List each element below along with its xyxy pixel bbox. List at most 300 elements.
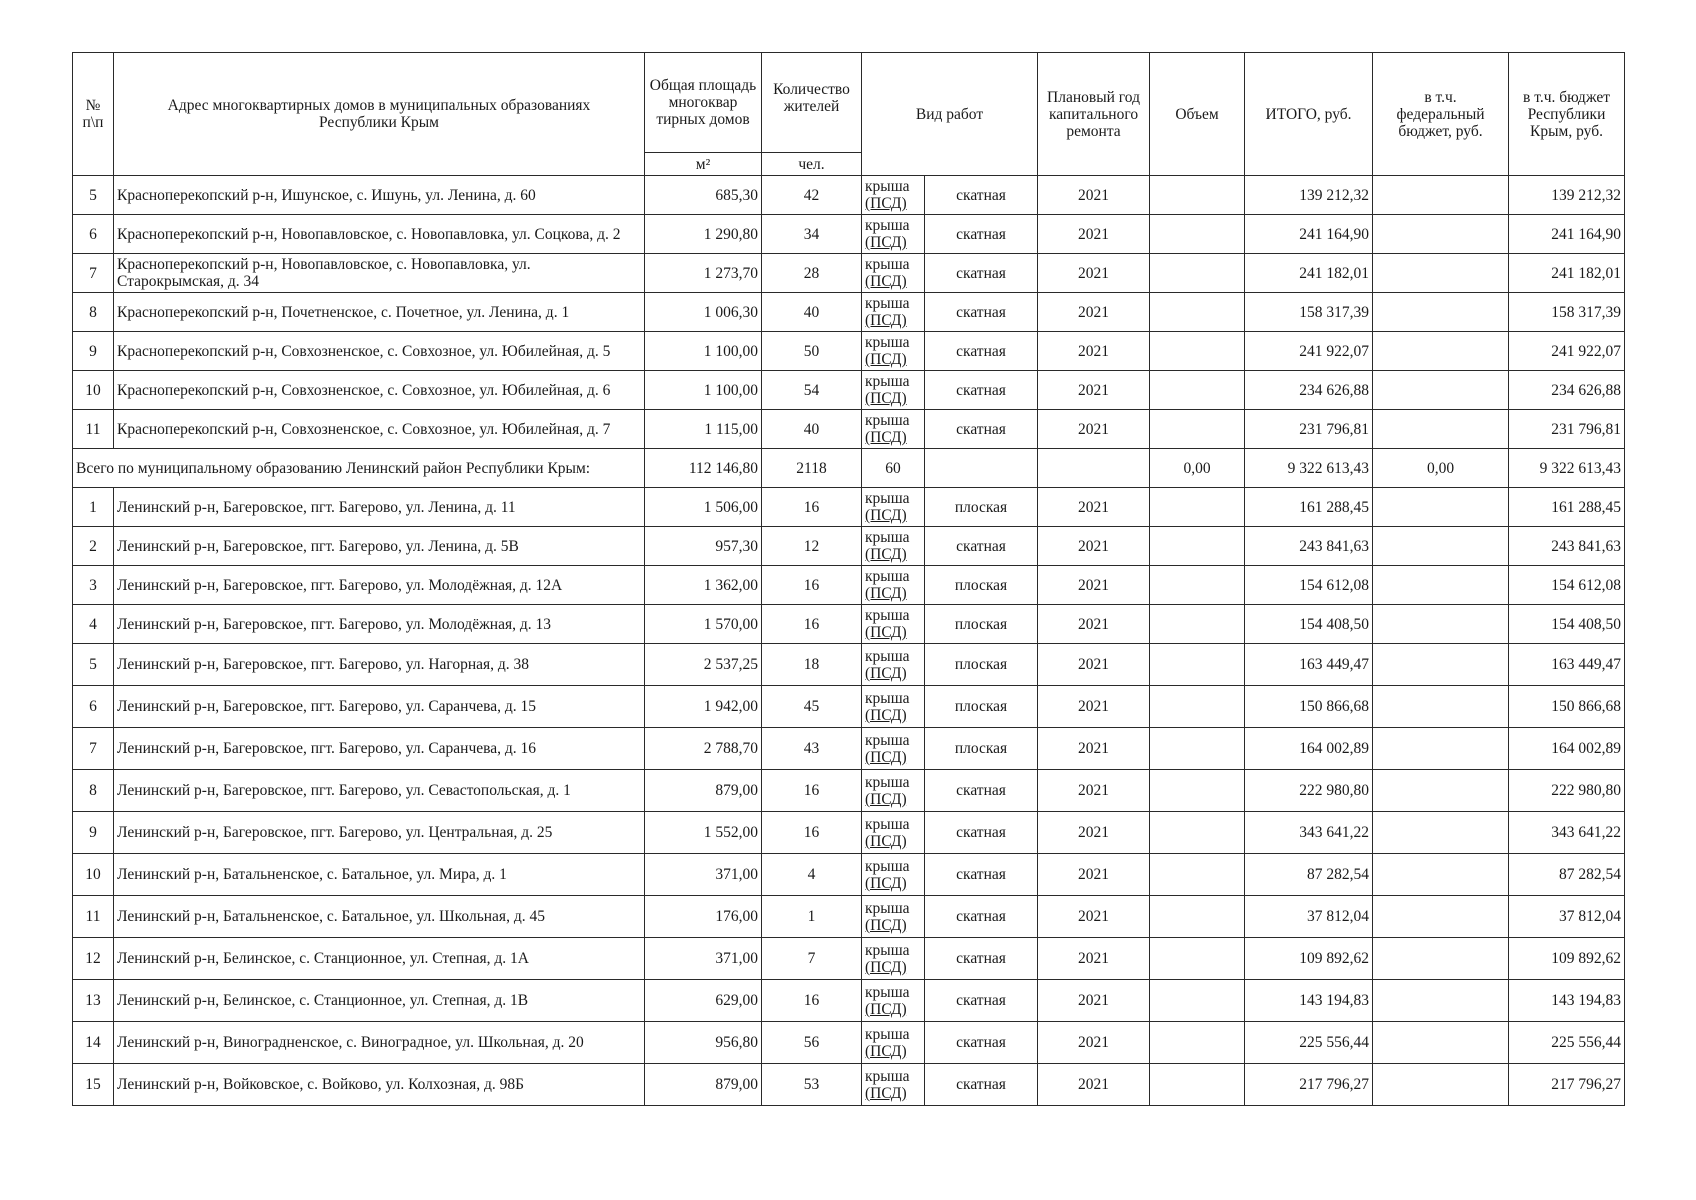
row-address: Ленинский р-н, Белинское, с. Станционное, ул. Степная, д. 1А xyxy=(114,938,645,980)
row-address: Ленинский р-н, Батальненское, с. Батальное, ул. Мира, д. 1 xyxy=(114,854,645,896)
row-year: 2021 xyxy=(1038,293,1150,332)
row-number: 6 xyxy=(73,215,114,254)
row-federal xyxy=(1373,812,1509,854)
row-republic: 241 922,07 xyxy=(1509,332,1625,371)
row-area: 1 006,30 xyxy=(645,293,762,332)
row-address: Красноперекопский р-н, Совхозненское, с. Совхозное, ул. Юбилейная, д. 5 xyxy=(114,332,645,371)
row-total: 154 408,50 xyxy=(1245,605,1373,644)
work-type-label: крыша xyxy=(865,373,910,390)
work-type-psd: (ПСД) xyxy=(865,273,907,290)
row-republic: 164 002,89 xyxy=(1509,728,1625,770)
row-republic: 37 812,04 xyxy=(1509,896,1625,938)
row-federal xyxy=(1373,980,1509,1022)
row-area: 2 537,25 xyxy=(645,644,762,686)
summary-year-empty xyxy=(1038,449,1150,488)
row-volume xyxy=(1150,332,1245,371)
work-type-label: крыша xyxy=(865,334,910,351)
work-type-psd: (ПСД) xyxy=(865,546,907,563)
row-work-type xyxy=(862,527,925,566)
row-number: 11 xyxy=(73,410,114,449)
row-number: 14 xyxy=(73,1022,114,1064)
row-residents: 16 xyxy=(762,566,862,605)
row-roof-type: скатная xyxy=(925,812,1038,854)
work-type-psd: (ПСД) xyxy=(865,664,907,682)
row-area: 629,00 xyxy=(645,980,762,1022)
row-address: Ленинский р-н, Багеровское, пгт. Багерово, ул. Центральная, д. 25 xyxy=(114,812,645,854)
row-year: 2021 xyxy=(1038,488,1150,527)
row-year: 2021 xyxy=(1038,1064,1150,1106)
row-year: 2021 xyxy=(1038,566,1150,605)
work-type-label: крыша xyxy=(865,1025,910,1043)
row-residents: 7 xyxy=(762,938,862,980)
row-number: 1 xyxy=(73,488,114,527)
row-address: Ленинский р-н, Багеровское, пгт. Багерово, ул. Ленина, д. 5В xyxy=(114,527,645,566)
row-address: Ленинский р-н, Виноградненское, с. Виноградное, ул. Школьная, д. 20 xyxy=(114,1022,645,1064)
row-total: 243 841,63 xyxy=(1245,527,1373,566)
row-area: 685,30 xyxy=(645,176,762,215)
row-federal xyxy=(1373,728,1509,770)
table-row xyxy=(73,938,1625,980)
work-type-psd: (ПСД) xyxy=(865,1084,907,1102)
table-body xyxy=(73,176,1625,1106)
table-row xyxy=(73,176,1625,215)
table-row xyxy=(73,488,1625,527)
table-row xyxy=(73,854,1625,896)
row-address: Ленинский р-н, Багеровское, пгт. Багерово, ул. Саранчева, д. 16 xyxy=(114,728,645,770)
row-federal xyxy=(1373,854,1509,896)
row-republic: 234 626,88 xyxy=(1509,371,1625,410)
work-type-label: крыша xyxy=(865,256,910,273)
row-residents: 34 xyxy=(762,215,862,254)
row-work-type xyxy=(862,1064,925,1106)
summary-area: 112 146,80 xyxy=(645,449,762,488)
work-type-label: крыша xyxy=(865,815,910,833)
row-number: 11 xyxy=(73,896,114,938)
row-area: 371,00 xyxy=(645,938,762,980)
row-volume xyxy=(1150,938,1245,980)
row-roof-type: скатная xyxy=(925,527,1038,566)
row-roof-type: скатная xyxy=(925,293,1038,332)
row-residents: 12 xyxy=(762,527,862,566)
row-number: 8 xyxy=(73,770,114,812)
row-residents: 18 xyxy=(762,644,862,686)
header-total: ИТОГО, руб. xyxy=(1245,53,1373,176)
row-number: 10 xyxy=(73,854,114,896)
row-year: 2021 xyxy=(1038,332,1150,371)
work-type-label: крыша xyxy=(865,568,910,585)
row-federal xyxy=(1373,410,1509,449)
row-work-type xyxy=(862,980,925,1022)
row-roof-type: скатная xyxy=(925,254,1038,293)
row-year: 2021 xyxy=(1038,644,1150,686)
row-address: Ленинский р-н, Багеровское, пгт. Багерово, ул. Нагорная, д. 38 xyxy=(114,644,645,686)
row-address: Красноперекопский р-н, Новопавловское, с. Новопавловка, ул. Соцкова, д. 2 xyxy=(114,215,645,254)
table-row xyxy=(73,605,1625,644)
row-work-type xyxy=(862,1022,925,1064)
table-row xyxy=(73,686,1625,728)
work-type-psd: (ПСД) xyxy=(865,1000,907,1018)
row-volume xyxy=(1150,980,1245,1022)
row-volume xyxy=(1150,176,1245,215)
row-number: 5 xyxy=(73,644,114,686)
row-federal xyxy=(1373,1022,1509,1064)
summary-row xyxy=(73,449,1625,488)
work-type-label: крыша xyxy=(865,941,910,959)
row-area: 956,80 xyxy=(645,1022,762,1064)
row-year: 2021 xyxy=(1038,812,1150,854)
row-work-type xyxy=(862,938,925,980)
table-row xyxy=(73,254,1625,293)
table-row xyxy=(73,896,1625,938)
row-roof-type: скатная xyxy=(925,980,1038,1022)
row-volume xyxy=(1150,488,1245,527)
row-work-type xyxy=(862,566,925,605)
row-year: 2021 xyxy=(1038,980,1150,1022)
work-type-label: крыша xyxy=(865,178,910,195)
row-total: 241 164,90 xyxy=(1245,215,1373,254)
row-republic: 109 892,62 xyxy=(1509,938,1625,980)
table-row xyxy=(73,410,1625,449)
row-residents: 42 xyxy=(762,176,862,215)
row-republic: 139 212,32 xyxy=(1509,176,1625,215)
row-residents: 56 xyxy=(762,1022,862,1064)
row-year: 2021 xyxy=(1038,215,1150,254)
row-number: 7 xyxy=(73,254,114,293)
work-type-psd: (ПСД) xyxy=(865,351,907,368)
table-row xyxy=(73,371,1625,410)
work-type-label: крыша xyxy=(865,983,910,1001)
row-republic: 217 796,27 xyxy=(1509,1064,1625,1106)
row-roof-type: скатная xyxy=(925,215,1038,254)
row-federal xyxy=(1373,896,1509,938)
table-row xyxy=(73,1022,1625,1064)
row-total: 109 892,62 xyxy=(1245,938,1373,980)
row-address: Ленинский р-н, Багеровское, пгт. Багерово, ул. Молодёжная, д. 12А xyxy=(114,566,645,605)
row-address: Ленинский р-н, Войковское, с. Войково, ул. Колхозная, д. 98Б xyxy=(114,1064,645,1106)
row-area: 1 506,00 xyxy=(645,488,762,527)
row-volume xyxy=(1150,293,1245,332)
table-row xyxy=(73,644,1625,686)
row-volume xyxy=(1150,566,1245,605)
work-type-psd: (ПСД) xyxy=(865,1042,907,1060)
row-federal xyxy=(1373,488,1509,527)
row-republic: 154 408,50 xyxy=(1509,605,1625,644)
row-volume xyxy=(1150,812,1245,854)
row-number: 10 xyxy=(73,371,114,410)
row-volume xyxy=(1150,686,1245,728)
capital-repair-table xyxy=(72,52,1625,1106)
row-republic: 225 556,44 xyxy=(1509,1022,1625,1064)
row-year: 2021 xyxy=(1038,176,1150,215)
row-residents: 1 xyxy=(762,896,862,938)
row-total: 217 796,27 xyxy=(1245,1064,1373,1106)
row-work-type xyxy=(862,410,925,449)
header-work-type: Вид работ xyxy=(862,53,1038,176)
work-type-psd: (ПСД) xyxy=(865,748,907,766)
row-address: Красноперекопский р-н, Совхозненское, с. Совхозное, ул. Юбилейная, д. 7 xyxy=(114,410,645,449)
row-federal xyxy=(1373,527,1509,566)
row-volume xyxy=(1150,644,1245,686)
row-federal xyxy=(1373,938,1509,980)
row-republic: 231 796,81 xyxy=(1509,410,1625,449)
row-work-type xyxy=(862,728,925,770)
row-work-type xyxy=(862,176,925,215)
row-area: 176,00 xyxy=(645,896,762,938)
row-total: 37 812,04 xyxy=(1245,896,1373,938)
row-address: Красноперекопский р-н, Ишунское, с. Ишунь, ул. Ленина, д. 60 xyxy=(114,176,645,215)
row-republic: 161 288,45 xyxy=(1509,488,1625,527)
work-type-psd: (ПСД) xyxy=(865,429,907,446)
row-volume xyxy=(1150,854,1245,896)
row-total: 241 182,01 xyxy=(1245,254,1373,293)
row-number: 13 xyxy=(73,980,114,1022)
row-address: Ленинский р-н, Батальненское, с. Батальное, ул. Школьная, д. 45 xyxy=(114,896,645,938)
row-roof-type: скатная xyxy=(925,332,1038,371)
row-roof-type: скатная xyxy=(925,854,1038,896)
work-type-psd: (ПСД) xyxy=(865,195,907,212)
row-residents: 16 xyxy=(762,488,862,527)
row-number: 2 xyxy=(73,527,114,566)
work-type-label: крыша xyxy=(865,490,910,507)
work-type-psd: (ПСД) xyxy=(865,790,907,808)
work-type-label: крыша xyxy=(865,899,910,917)
row-address: Ленинский р-н, Багеровское, пгт. Багерово, ул. Саранчева, д. 15 xyxy=(114,686,645,728)
header-volume: Объем xyxy=(1150,53,1245,176)
work-type-label: крыша xyxy=(865,607,910,624)
row-federal xyxy=(1373,566,1509,605)
row-roof-type: скатная xyxy=(925,896,1038,938)
row-work-type xyxy=(862,686,925,728)
row-area: 1 290,80 xyxy=(645,215,762,254)
row-federal xyxy=(1373,254,1509,293)
row-roof-type: скатная xyxy=(925,176,1038,215)
row-volume xyxy=(1150,728,1245,770)
summary-roof-empty xyxy=(925,449,1038,488)
row-work-type xyxy=(862,332,925,371)
row-republic: 87 282,54 xyxy=(1509,854,1625,896)
row-residents: 50 xyxy=(762,332,862,371)
row-area: 1 273,70 xyxy=(645,254,762,293)
row-year: 2021 xyxy=(1038,254,1150,293)
row-residents: 40 xyxy=(762,410,862,449)
row-total: 87 282,54 xyxy=(1245,854,1373,896)
row-volume xyxy=(1150,1022,1245,1064)
row-total: 343 641,22 xyxy=(1245,812,1373,854)
row-work-type xyxy=(862,854,925,896)
row-total: 150 866,68 xyxy=(1245,686,1373,728)
work-type-psd: (ПСД) xyxy=(865,624,907,641)
row-number: 8 xyxy=(73,293,114,332)
row-address: Красноперекопский р-н, Новопавловское, с. Новопавловка, ул. Старокрымская, д. 34 xyxy=(114,254,645,293)
row-work-type xyxy=(862,605,925,644)
row-number: 4 xyxy=(73,605,114,644)
work-type-psd: (ПСД) xyxy=(865,706,907,724)
work-type-psd: (ПСД) xyxy=(865,958,907,976)
work-type-psd: (ПСД) xyxy=(865,312,907,329)
row-area: 1 100,00 xyxy=(645,371,762,410)
header-federal: в т.ч. федеральный бюджет, руб. xyxy=(1373,53,1509,176)
row-total: 164 002,89 xyxy=(1245,728,1373,770)
row-volume xyxy=(1150,371,1245,410)
row-year: 2021 xyxy=(1038,605,1150,644)
row-roof-type: скатная xyxy=(925,410,1038,449)
work-type-psd: (ПСД) xyxy=(865,874,907,892)
row-federal xyxy=(1373,215,1509,254)
row-work-type xyxy=(862,488,925,527)
row-total: 154 612,08 xyxy=(1245,566,1373,605)
table-row xyxy=(73,527,1625,566)
work-type-psd: (ПСД) xyxy=(865,832,907,850)
row-roof-type: скатная xyxy=(925,938,1038,980)
summary-total: 9 322 613,43 xyxy=(1245,449,1373,488)
row-total: 139 212,32 xyxy=(1245,176,1373,215)
row-total: 234 626,88 xyxy=(1245,371,1373,410)
row-republic: 241 164,90 xyxy=(1509,215,1625,254)
work-type-label: крыша xyxy=(865,731,910,749)
row-area: 879,00 xyxy=(645,1064,762,1106)
row-address: Ленинский р-н, Багеровское, пгт. Багерово, ул. Ленина, д. 11 xyxy=(114,488,645,527)
summary-federal: 0,00 xyxy=(1373,449,1509,488)
row-area: 1 570,00 xyxy=(645,605,762,644)
row-republic: 243 841,63 xyxy=(1509,527,1625,566)
row-roof-type: скатная xyxy=(925,1064,1038,1106)
row-total: 225 556,44 xyxy=(1245,1022,1373,1064)
row-volume xyxy=(1150,254,1245,293)
row-work-type xyxy=(862,896,925,938)
row-republic: 158 317,39 xyxy=(1509,293,1625,332)
header-row xyxy=(73,53,1625,153)
row-area: 1 552,00 xyxy=(645,812,762,854)
row-total: 158 317,39 xyxy=(1245,293,1373,332)
row-residents: 53 xyxy=(762,1064,862,1106)
row-number: 5 xyxy=(73,176,114,215)
row-roof-type: плоская xyxy=(925,488,1038,527)
row-residents: 43 xyxy=(762,728,862,770)
row-number: 3 xyxy=(73,566,114,605)
work-type-psd: (ПСД) xyxy=(865,585,907,602)
summary-count: 60 xyxy=(862,449,925,488)
row-year: 2021 xyxy=(1038,854,1150,896)
row-federal xyxy=(1373,293,1509,332)
work-type-label: крыша xyxy=(865,647,910,665)
summary-volume: 0,00 xyxy=(1150,449,1245,488)
work-type-psd: (ПСД) xyxy=(865,390,907,407)
row-volume xyxy=(1150,770,1245,812)
table-row xyxy=(73,332,1625,371)
row-republic: 222 980,80 xyxy=(1509,770,1625,812)
row-federal xyxy=(1373,605,1509,644)
row-federal xyxy=(1373,686,1509,728)
row-number: 7 xyxy=(73,728,114,770)
row-address: Ленинский р-н, Белинское, с. Станционное, ул. Степная, д. 1В xyxy=(114,980,645,1022)
header-address: Адрес многоквартирных домов в муниципальных образованиях Республики Крым xyxy=(114,53,645,176)
row-residents: 45 xyxy=(762,686,862,728)
row-republic: 143 194,83 xyxy=(1509,980,1625,1022)
row-roof-type: плоская xyxy=(925,605,1038,644)
header-residents-unit: чел. xyxy=(762,153,862,176)
row-federal xyxy=(1373,176,1509,215)
table-row xyxy=(73,566,1625,605)
row-volume xyxy=(1150,896,1245,938)
row-residents: 16 xyxy=(762,770,862,812)
row-number: 6 xyxy=(73,686,114,728)
work-type-label: крыша xyxy=(865,295,910,312)
row-residents: 40 xyxy=(762,293,862,332)
row-area: 2 788,70 xyxy=(645,728,762,770)
row-volume xyxy=(1150,1064,1245,1106)
header-year: Плановый год капитального ремонта xyxy=(1038,53,1150,176)
work-type-label: крыша xyxy=(865,217,910,234)
row-residents: 28 xyxy=(762,254,862,293)
row-area: 957,30 xyxy=(645,527,762,566)
row-area: 371,00 xyxy=(645,854,762,896)
header-residents: Количество жителей xyxy=(762,53,862,153)
header-area-unit: м² xyxy=(645,153,762,176)
work-type-psd: (ПСД) xyxy=(865,507,907,524)
row-number: 12 xyxy=(73,938,114,980)
work-type-label: крыша xyxy=(865,689,910,707)
row-work-type xyxy=(862,215,925,254)
row-federal xyxy=(1373,1064,1509,1106)
row-republic: 154 612,08 xyxy=(1509,566,1625,605)
row-residents: 54 xyxy=(762,371,862,410)
work-type-psd: (ПСД) xyxy=(865,916,907,934)
header-num: № п\п xyxy=(73,53,114,176)
row-republic: 343 641,22 xyxy=(1509,812,1625,854)
row-volume xyxy=(1150,215,1245,254)
row-year: 2021 xyxy=(1038,686,1150,728)
row-year: 2021 xyxy=(1038,938,1150,980)
row-address: Красноперекопский р-н, Почетненское, с. Почетное, ул. Ленина, д. 1 xyxy=(114,293,645,332)
header-republic: в т.ч. бюджет Республики Крым, руб. xyxy=(1509,53,1625,176)
row-volume xyxy=(1150,527,1245,566)
table-row xyxy=(73,1064,1625,1106)
row-year: 2021 xyxy=(1038,527,1150,566)
work-type-label: крыша xyxy=(865,529,910,546)
row-year: 2021 xyxy=(1038,371,1150,410)
row-roof-type: скатная xyxy=(925,1022,1038,1064)
table-row xyxy=(73,293,1625,332)
row-address: Красноперекопский р-н, Совхозненское, с. Совхозное, ул. Юбилейная, д. 6 xyxy=(114,371,645,410)
work-type-label: крыша xyxy=(865,773,910,791)
row-number: 15 xyxy=(73,1064,114,1106)
row-roof-type: плоская xyxy=(925,644,1038,686)
work-type-psd: (ПСД) xyxy=(865,234,907,251)
row-year: 2021 xyxy=(1038,770,1150,812)
row-roof-type: плоская xyxy=(925,728,1038,770)
row-area: 879,00 xyxy=(645,770,762,812)
work-type-label: крыша xyxy=(865,857,910,875)
table-row xyxy=(73,812,1625,854)
table-row xyxy=(73,770,1625,812)
summary-residents: 2118 xyxy=(762,449,862,488)
table-row xyxy=(73,980,1625,1022)
row-residents: 16 xyxy=(762,605,862,644)
row-total: 231 796,81 xyxy=(1245,410,1373,449)
row-republic: 163 449,47 xyxy=(1509,644,1625,686)
row-federal xyxy=(1373,770,1509,812)
row-roof-type: скатная xyxy=(925,371,1038,410)
row-volume xyxy=(1150,410,1245,449)
row-total: 222 980,80 xyxy=(1245,770,1373,812)
row-address: Ленинский р-н, Багеровское, пгт. Багерово, ул. Севастопольская, д. 1 xyxy=(114,770,645,812)
summary-republic: 9 322 613,43 xyxy=(1509,449,1625,488)
table-row xyxy=(73,728,1625,770)
row-work-type xyxy=(862,293,925,332)
row-republic: 241 182,01 xyxy=(1509,254,1625,293)
row-work-type xyxy=(862,371,925,410)
row-roof-type: плоская xyxy=(925,686,1038,728)
